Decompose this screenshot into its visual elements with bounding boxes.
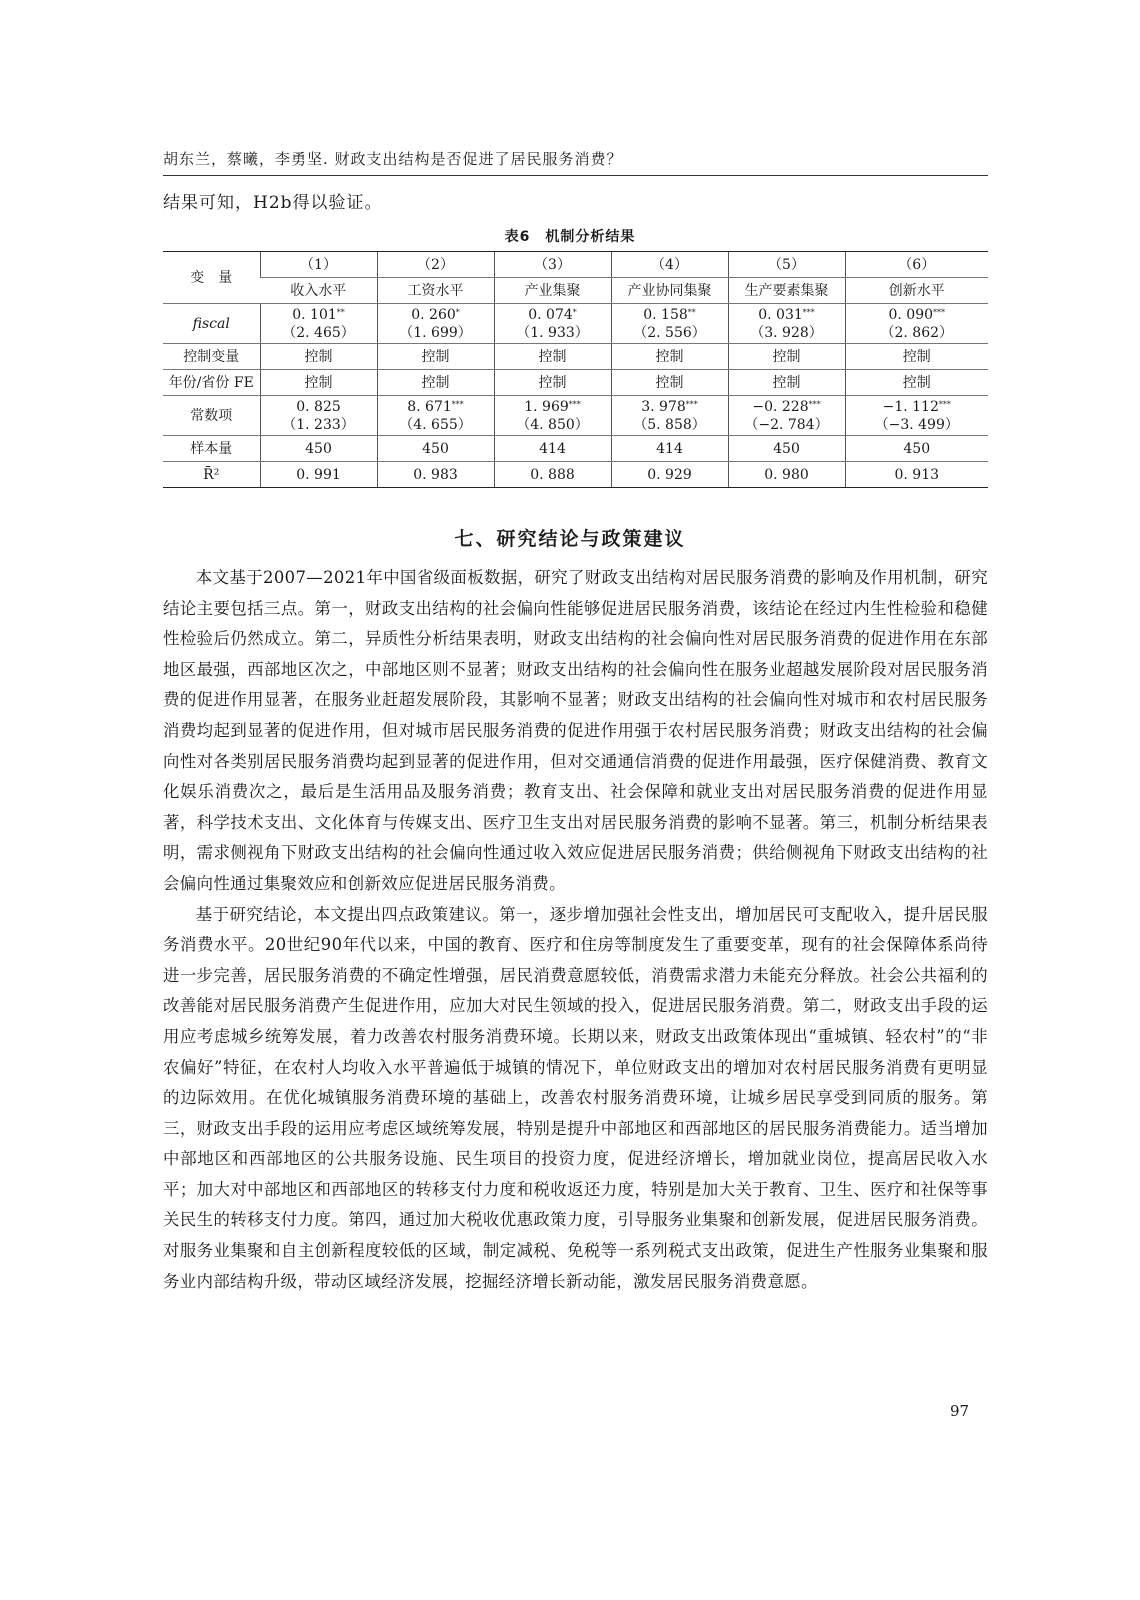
col-num: （3） xyxy=(494,252,611,278)
row-label-control: 控制变量 xyxy=(163,344,260,370)
col-num: （4） xyxy=(611,252,728,278)
constant-row xyxy=(163,396,988,436)
col-name: 工资水平 xyxy=(377,278,494,304)
paragraph-recommendations: 基于研究结论，本文提出四点政策建议。第一，逐步增加强社会性支出，增加居民可支配收入，提升居民服务消费水平。20世纪90年代以来，中国的教育、医疗和住房等制度发生了重要变革，现有的社会保障体系尚待进一步完善，居民服务消费的不确定性增强，居民消费意愿较低，消费需求潜力未能充分释放。社会公共福利的改善能对居民服务消费产生促进作用，应加大对民生领域的投入，促进居民服务消费。第二，财政支出手段的运用应考虑城乡统筹发展，着力改善农村服务消费环境。长期以来，财政支出政策体现出“重城镇、轻农村”的“非农偏好”特征，在农村人均收入水平普遍低于城镇的情况下，单位财政支出的增加对农村居民服务消费有更明显的边际效用。在优化城镇服务消费环境的基础上，改善农村服务消费环境，让城乡居民享受到同质的服务。第三，财政支出手段的运用应考虑区域统筹发展，特别是提升中部地区和西部地区的居民服务消费能力。适当增加中部地区和西部地区的公共服务设施、民生项目的投资力度，促进经济增长，增加就业岗位，提高居民收入水平；加大对中部地区和西部地区的转移支付力度和税收返还力度，特别是加大关于教育、卫生、医疗和社保等事关民生的转移支付力度。第四，通过加大税收优惠政策力度，引导服务业集聚和创新发展，促进居民服务消费。对服务业集聚和自主创新程度较低的区域，制定减税、免税等一系列税式支出政策，促进生产性服务业集聚和服务业内部结构升级，带动区域经济发展，挖掘经济增长新动能，激发居民服务消费意愿。 xyxy=(163,904,988,1291)
col-num: （2） xyxy=(377,252,494,278)
coef-cell: 0. 101** （2. 465） xyxy=(260,304,377,344)
page-number: 97 xyxy=(950,1402,970,1420)
cell: 0. 983 xyxy=(377,462,494,488)
coef-cell: 8. 671*** （4. 655） xyxy=(377,396,494,436)
row-label-r2: R̄² xyxy=(163,462,260,488)
cell: 控制 xyxy=(494,344,611,370)
cell: 控制 xyxy=(845,344,988,370)
cell: 450 xyxy=(845,436,988,462)
cell: 控制 xyxy=(377,370,494,396)
row-label-fiscal: fiscal xyxy=(163,304,260,344)
coef-cell: 0. 260* （1. 699） xyxy=(377,304,494,344)
coef-cell: −0. 228*** （−2. 784） xyxy=(728,396,845,436)
cell: 控制 xyxy=(494,370,611,396)
header-rule xyxy=(163,175,988,176)
col-num: （1） xyxy=(260,252,377,278)
coef-cell: 0. 090*** （2. 862） xyxy=(845,304,988,344)
cell: 控制 xyxy=(728,344,845,370)
col-num: （6） xyxy=(845,252,988,278)
header-row-names xyxy=(163,278,988,304)
col-name: 收入水平 xyxy=(260,278,377,304)
cell: 450 xyxy=(260,436,377,462)
section-title: 七、研究结论与政策建议 xyxy=(454,528,686,550)
control-row xyxy=(163,344,988,370)
running-head: 胡东兰，蔡曦，李勇坚. 财政支出结构是否促进了居民服务消费？ xyxy=(163,150,623,168)
cell: 0. 991 xyxy=(260,462,377,488)
col-name: 生产要素集聚 xyxy=(728,278,845,304)
cell: 0. 913 xyxy=(845,462,988,488)
cell: 450 xyxy=(728,436,845,462)
row-label-constant: 常数项 xyxy=(163,396,260,436)
row-label-fe: 年份/省份 FE xyxy=(163,370,260,396)
coef-cell: −1. 112*** （−3. 499） xyxy=(845,396,988,436)
col-num: （5） xyxy=(728,252,845,278)
coef-cell: 0. 825 （1. 233） xyxy=(260,396,377,436)
fiscal-row xyxy=(163,304,988,344)
variable-header: 变 量 xyxy=(163,252,260,304)
cell: 控制 xyxy=(611,344,728,370)
lead-line: 结果可知，H2b得以验证。 xyxy=(163,193,383,213)
cell: 450 xyxy=(377,436,494,462)
results-table xyxy=(163,251,988,488)
cell: 控制 xyxy=(845,370,988,396)
r-squared-row xyxy=(163,462,988,488)
cell: 控制 xyxy=(377,344,494,370)
cell: 0. 888 xyxy=(494,462,611,488)
cell: 控制 xyxy=(260,344,377,370)
table-caption: 表6 机制分析结果 xyxy=(504,229,636,245)
coef-cell: 0. 158** （2. 556） xyxy=(611,304,728,344)
row-label-sample: 样本量 xyxy=(163,436,260,462)
header-row-numbers xyxy=(163,252,988,278)
coef-cell: 1. 969*** （4. 850） xyxy=(494,396,611,436)
cell: 控制 xyxy=(728,370,845,396)
paragraph-conclusions: 本文基于2007—2021年中国省级面板数据，研究了财政支出结构对居民服务消费的影响及作用机制，研究结论主要包括三点。第一，财政支出结构的社会偏向性能够促进居民服务消费，该结论在经过内生性检验和稳健性检验后仍然成立。第二，异质性分析结果表明，财政支出结构的社会偏向性对居民服务消费的促进作用在东部地区最强，西部地区次之，中部地区则不显著；财政支出结构的社会偏向性在服务业超越发展阶段对居民服务消费的促进作用显著，在服务业赶超发展阶段，其影响不显著；财政支出结构的社会偏向性对城市和农村居民服务消费均起到显著的促进作用，但对城市居民服务消费的促进作用强于农村居民服务消费；财政支出结构的社会偏向性对各类别居民服务消费均起到显著的促进作用，但对交通通信消费的促进作用最强，医疗保健消费、教育文化娱乐消费次之，最后是生活用品及服务消费；教育支出、社会保障和就业支出对居民服务消费的促进作用显著，科学技术支出、文化体育与传媒支出、医疗卫生支出对居民服务消费的影响不显著。第三，机制分析结果表明，需求侧视角下财政支出结构的社会偏向性通过收入效应促进居民服务消费；供给侧视角下财政支出结构的社会偏向性通过集聚效应和创新效应促进居民服务消费。 xyxy=(163,568,988,893)
coef-cell: 0. 031*** （3. 928） xyxy=(728,304,845,344)
body-text xyxy=(163,563,988,1297)
cell: 控制 xyxy=(260,370,377,396)
fe-row xyxy=(163,370,988,396)
col-name: 产业集聚 xyxy=(494,278,611,304)
cell: 控制 xyxy=(611,370,728,396)
col-name: 创新水平 xyxy=(845,278,988,304)
coef-cell: 3. 978*** （5. 858） xyxy=(611,396,728,436)
col-name: 产业协同集聚 xyxy=(611,278,728,304)
cell: 0. 929 xyxy=(611,462,728,488)
coef-cell: 0. 074* （1. 933） xyxy=(494,304,611,344)
cell: 414 xyxy=(494,436,611,462)
sample-size-row xyxy=(163,436,988,462)
cell: 0. 980 xyxy=(728,462,845,488)
cell: 414 xyxy=(611,436,728,462)
